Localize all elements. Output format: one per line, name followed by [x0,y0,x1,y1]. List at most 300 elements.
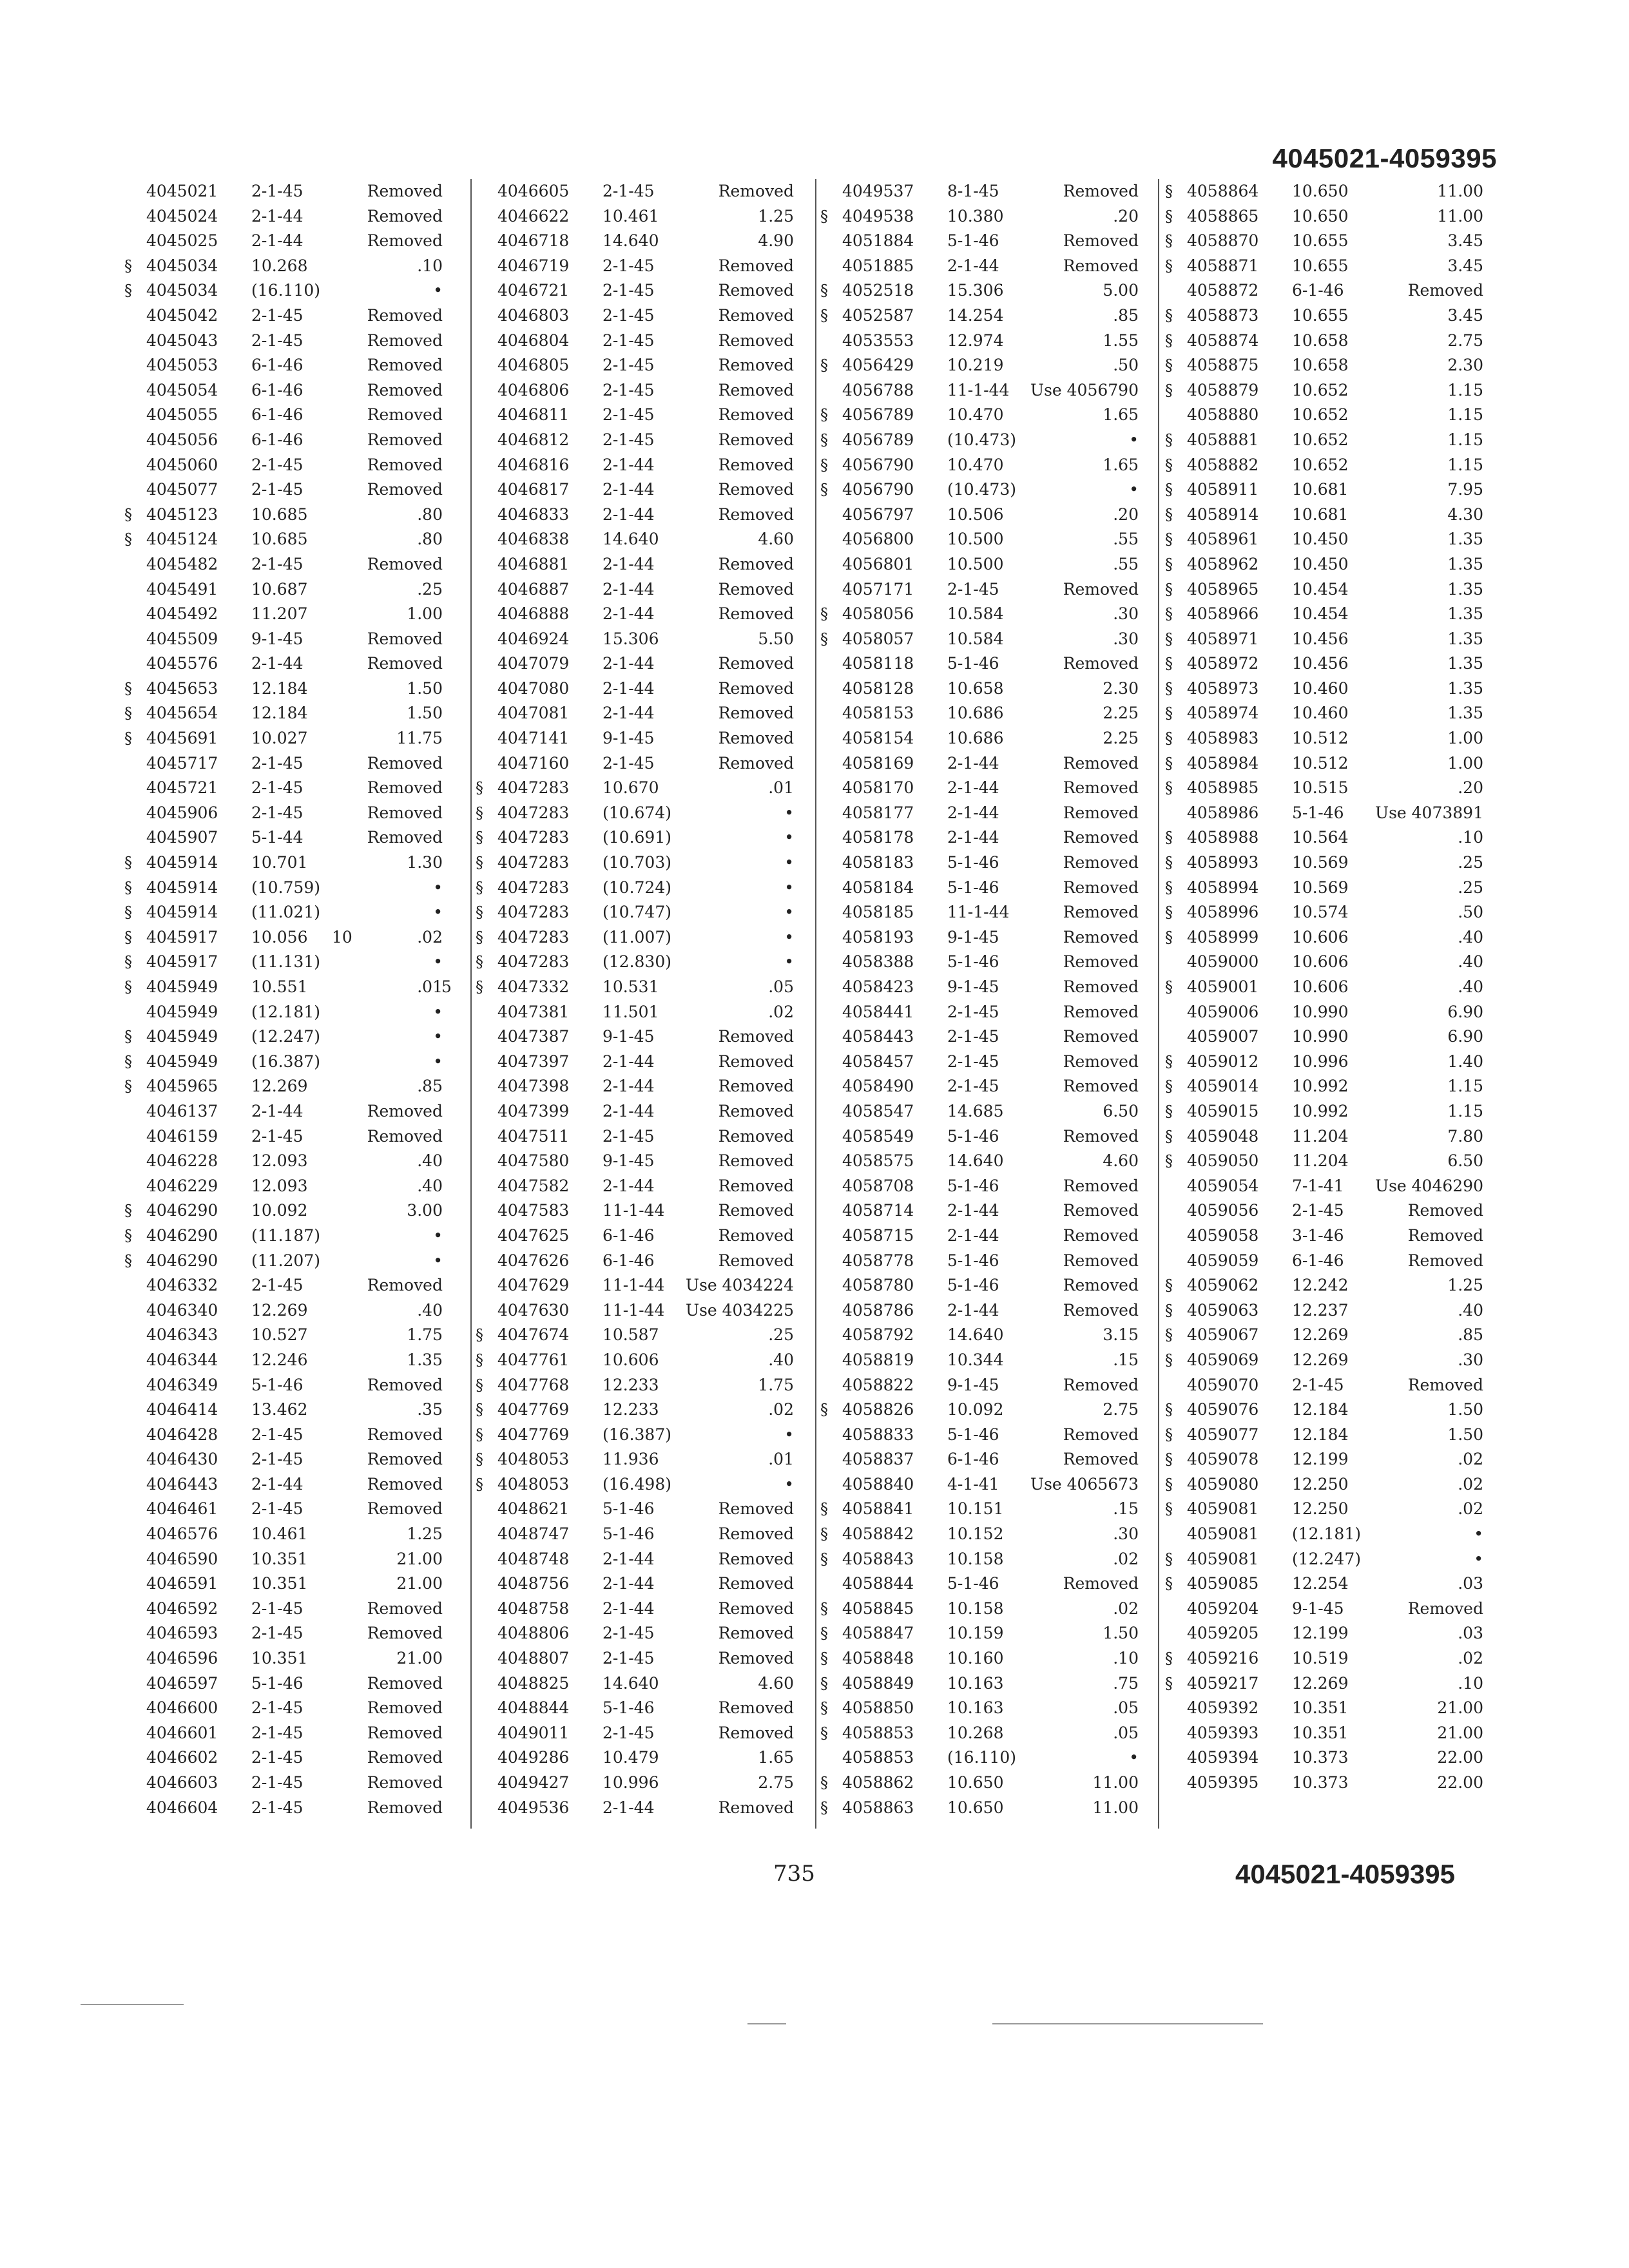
price-value: Removed [718,305,794,325]
price-value: .40 [1458,952,1483,972]
list-item [815,503,1150,528]
part-number: 4059012 [1187,1052,1259,1071]
section-mark: § [820,605,828,624]
price-value: Use 4065673 [1030,1474,1139,1494]
part-number: 4058388 [842,952,914,972]
part-number: 4045949 [146,977,218,996]
part-number: 4048807 [497,1649,570,1668]
page-number: 735 [773,1861,815,1887]
part-number: 4047081 [497,704,570,723]
part-number: 4058850 [842,1698,914,1718]
date-or-reference: 10.650 [1292,182,1349,200]
price-value: 1.35 [1447,554,1483,573]
list-item [119,1074,454,1099]
section-mark: § [124,505,132,524]
list-item [815,1249,1150,1274]
list-item [1160,876,1495,901]
part-number: 4058863 [842,1798,914,1817]
part-number: 4059056 [1187,1201,1259,1220]
date-or-reference: 5-1-46 [1292,803,1344,822]
date-or-reference: 10.992 [1292,1077,1349,1096]
part-number: 4048053 [497,1450,570,1469]
price-value: 1.35 [1447,704,1483,723]
list-item [119,1000,454,1025]
list-item [119,925,454,950]
price-value: Removed [367,1126,443,1146]
price-value: 1.40 [1447,1052,1483,1071]
part-number: 4046340 [146,1300,218,1320]
date-or-reference: 11-1-44 [947,903,1010,922]
scan-artifact-line [81,2004,184,2005]
price-list-columns [119,179,1498,1829]
part-number: 4058864 [1187,182,1259,200]
price-value: 1.35 [1447,579,1483,599]
part-number: 4046602 [146,1748,218,1767]
list-item [119,1571,454,1597]
list-item [470,950,805,975]
price-value: .80 [417,530,443,549]
price-value: .02 [768,1002,794,1021]
list-item [119,950,454,975]
list-item [1160,577,1495,602]
date-or-reference: 9-1-45 [947,1375,999,1394]
list-item [815,1273,1150,1298]
date-or-reference: 10.163 [947,1698,1004,1718]
date-or-reference: 2-1-45 [251,1276,304,1295]
part-number: 4047626 [497,1251,570,1270]
list-item [815,1522,1150,1547]
date-or-reference: (16.110) [251,281,320,300]
price-value: 2.75 [1103,1400,1139,1419]
price-value: Removed [718,480,794,499]
section-mark: § [1165,1052,1173,1071]
section-mark: § [124,282,132,300]
section-mark: § [1165,555,1173,573]
date-or-reference: (16.498) [602,1474,671,1494]
date-or-reference: 10.450 [1292,530,1349,549]
date-or-reference: 2-1-44 [602,604,655,624]
list-item [1160,1696,1495,1721]
list-item [119,428,454,453]
list-item [470,1571,805,1597]
date-or-reference: 2-1-44 [602,579,655,599]
part-number: 4058792 [842,1325,914,1345]
list-item [1160,1373,1495,1398]
part-number: 4056801 [842,554,914,573]
section-mark: § [124,679,132,698]
list-item [815,925,1150,950]
part-number: 4045906 [146,803,218,822]
list-item [470,254,805,279]
price-value: Removed [1407,1201,1483,1220]
date-or-reference: 3-1-46 [1292,1225,1344,1245]
section-mark: § [1165,1575,1173,1593]
part-number: 4046718 [497,231,570,251]
part-number: 4047283 [497,778,570,798]
price-value: • [433,878,443,897]
price-value: 1.55 [1103,331,1139,350]
price-value: Removed [367,356,443,375]
date-or-reference: 10.027 [251,729,308,748]
price-value: .85 [417,1077,443,1096]
part-number: 4058549 [842,1126,914,1146]
list-item [470,1323,805,1348]
price-value: 2.25 [1103,704,1139,723]
price-value: Removed [367,1599,443,1618]
price-value: Removed [718,1151,794,1171]
section-mark: § [1165,754,1173,773]
price-value: Removed [367,554,443,573]
price-value: Removed [718,356,794,375]
part-number: 4047511 [497,1126,570,1146]
date-or-reference: 10.056 [251,927,308,947]
list-item [1160,1050,1495,1075]
list-item [815,303,1150,329]
date-or-reference: 2-1-44 [602,1101,655,1120]
date-or-reference: 10.606 [602,1350,659,1369]
date-or-reference: 2-1-44 [947,256,999,275]
date-or-reference: 2-1-44 [602,1798,655,1817]
date-or-reference: 12.250 [1292,1474,1349,1494]
price-value: Use 4073891 [1375,803,1483,822]
date-or-reference: 5-1-46 [947,231,999,251]
list-item [470,527,805,552]
date-or-reference: 10.512 [1292,753,1349,773]
date-or-reference: 2-1-44 [251,1101,304,1120]
date-or-reference: 12.974 [947,331,1004,350]
part-number: 4052587 [842,305,914,325]
part-number: 4046591 [146,1574,218,1593]
date-or-reference: 10.681 [1292,480,1349,499]
part-number: 4059392 [1187,1698,1259,1718]
date-or-reference: 8-1-45 [947,182,999,200]
date-or-reference: (12.181) [1292,1524,1361,1544]
part-number: 4046590 [146,1549,218,1568]
price-value: Removed [718,405,794,425]
list-item [815,1348,1150,1373]
section-mark: § [820,481,828,499]
date-or-reference: 11.936 [602,1450,659,1469]
date-or-reference: 2-1-44 [602,1599,655,1618]
price-value: 1.75 [758,1375,794,1394]
section-mark: § [1165,1152,1173,1171]
date-or-reference: 2-1-44 [602,1052,655,1071]
list-item [119,1099,454,1124]
price-value: Removed [1063,828,1139,847]
price-value: .30 [1113,604,1139,624]
section-mark: § [476,803,483,822]
date-or-reference: 14.685 [947,1101,1004,1120]
part-number: 4058575 [842,1151,914,1171]
part-number: 4059085 [1187,1574,1259,1593]
list-item [470,876,805,901]
date-or-reference: 2-1-44 [947,778,999,798]
list-item [470,1198,805,1224]
part-number: 4046290 [146,1251,218,1270]
price-value: 1.35 [1447,604,1483,624]
list-item [470,1298,805,1323]
price-value: 1.00 [1447,753,1483,773]
list-item [119,1124,454,1149]
price-value: Removed [718,678,794,698]
list-item [815,651,1150,677]
price-value: 1.50 [1103,1624,1139,1643]
part-number: 4045907 [146,828,218,847]
list-item [1160,776,1495,801]
list-item [119,254,454,279]
date-or-reference: 5-1-46 [947,853,999,872]
section-mark: § [124,530,132,549]
date-or-reference: 2-1-44 [251,654,304,673]
date-or-reference: 9-1-45 [602,1151,655,1171]
price-value: .02 [1458,1450,1483,1469]
part-number: 4058193 [842,927,914,947]
date-or-reference: 2-1-44 [602,704,655,723]
part-number: 4049538 [842,206,914,226]
part-number: 4049011 [497,1723,570,1742]
list-item [1160,677,1495,702]
list-item [815,1771,1150,1796]
part-number: 4058840 [842,1474,914,1494]
date-or-reference: 10.992 [1292,1101,1349,1120]
part-number: 4046804 [497,331,570,350]
date-or-reference: 2-1-45 [251,305,304,325]
price-value: Removed [718,331,794,350]
date-or-reference: 9-1-45 [947,977,999,996]
list-item [119,1671,454,1696]
part-number: 4049427 [497,1773,570,1792]
part-number: 4047283 [497,853,570,872]
price-value: Removed [1407,1225,1483,1245]
part-number: 4046887 [497,579,570,599]
part-number: 4045021 [146,182,218,200]
list-item [119,229,454,254]
price-value: Removed [367,380,443,399]
list-item [815,850,1150,876]
part-number: 4058971 [1187,629,1259,648]
list-item [815,204,1150,229]
price-value: Removed [1063,977,1139,996]
list-item [470,453,805,478]
part-number: 4058874 [1187,331,1259,350]
list-item [1160,701,1495,726]
price-value: .55 [1113,554,1139,573]
date-or-reference: 5-1-46 [251,1375,304,1394]
part-number: 4045914 [146,853,218,872]
part-number: 4049286 [497,1748,570,1767]
list-item [815,1547,1150,1572]
date-or-reference: 14.640 [602,1673,659,1693]
part-number: 4058985 [1187,778,1259,798]
date-or-reference: 10.655 [1292,231,1349,251]
part-number: 4058842 [842,1524,914,1544]
section-mark: § [1165,1450,1173,1469]
list-item [119,627,454,652]
list-item [815,1198,1150,1224]
date-or-reference: (12.830) [602,952,671,972]
date-or-reference: 2-1-45 [251,455,304,474]
price-value: .40 [417,1300,443,1320]
list-item [119,1348,454,1373]
date-or-reference: 9-1-45 [602,1027,655,1046]
date-or-reference: 2-1-44 [602,654,655,673]
list-item [470,1472,805,1497]
part-number: 4048806 [497,1624,570,1643]
part-number: 4047381 [497,1002,570,1021]
part-number: 4046430 [146,1450,218,1469]
list-item [119,1522,454,1547]
list-item [470,1373,805,1398]
list-item [815,900,1150,925]
section-mark: § [476,1401,483,1419]
price-value: 1.00 [407,604,443,624]
price-value: • [784,1425,794,1444]
list-item [1160,1024,1495,1050]
list-item [470,651,805,677]
price-value: Removed [367,430,443,449]
list-item [815,751,1150,776]
list-item [470,1074,805,1099]
price-value: 1.15 [1447,380,1483,399]
date-or-reference: 2-1-44 [947,828,999,847]
date-or-reference: 10.158 [947,1599,1004,1618]
price-value: Removed [367,1474,443,1494]
price-value: Removed [1063,1425,1139,1444]
list-item [1160,403,1495,428]
date-or-reference: 2-1-45 [251,1425,304,1444]
list-item [119,477,454,503]
part-number: 4059014 [1187,1077,1259,1096]
section-mark: § [476,903,483,922]
part-number: 4058547 [842,1101,914,1120]
list-item [1160,1547,1495,1572]
list-item [1160,1198,1495,1224]
part-number: 4046888 [497,604,570,624]
list-item [470,1771,805,1796]
list-item [1160,1671,1495,1696]
list-item [1160,1174,1495,1199]
part-number: 4045034 [146,281,218,300]
date-or-reference: 2-1-45 [251,1748,304,1767]
date-or-reference: (12.247) [1292,1549,1361,1568]
date-or-reference: 2-1-45 [947,1077,999,1096]
part-number: 4047283 [497,803,570,822]
date-or-reference: 10.658 [1292,356,1349,375]
price-value: 11.00 [1437,206,1483,226]
list-item [119,329,454,354]
price-value: Removed [1063,1176,1139,1195]
list-item [815,1472,1150,1497]
price-value: Removed [718,1201,794,1220]
section-mark: § [820,306,828,325]
price-value: Removed [718,430,794,449]
part-number: 4056797 [842,505,914,524]
section-mark: § [820,1774,828,1792]
part-number: 4045034 [146,256,218,275]
list-item [119,1224,454,1249]
date-or-reference: 2-1-44 [602,1176,655,1195]
list-item [1160,1522,1495,1547]
list-item [119,900,454,925]
list-item [470,1497,805,1522]
list-item [470,503,805,528]
price-value: Removed [718,380,794,399]
part-number: 4045025 [146,231,218,251]
list-item [119,1771,454,1796]
date-or-reference: 10.606 [1292,977,1349,996]
price-value: Removed [718,1524,794,1544]
part-number: 4058423 [842,977,914,996]
part-number: 4059058 [1187,1225,1259,1245]
part-number: 4045043 [146,331,218,350]
list-item [1160,1099,1495,1124]
price-value: Removed [718,1599,794,1618]
date-or-reference: 10.152 [947,1524,1004,1544]
date-or-reference: 10.569 [1292,878,1349,897]
list-item [470,1646,805,1671]
list-item [119,1621,454,1646]
list-item [1160,925,1495,950]
list-item [470,378,805,403]
date-or-reference: 4-1-41 [947,1474,999,1494]
part-number: 4047387 [497,1027,570,1046]
date-or-reference: 2-1-45 [251,753,304,773]
part-number: 4058853 [842,1723,914,1742]
list-item [815,1696,1150,1721]
part-number: 4048756 [497,1574,570,1593]
date-or-reference: 10.650 [947,1773,1004,1792]
section-mark: § [1165,505,1173,524]
section-mark: § [820,1550,828,1568]
part-number: 4047583 [497,1201,570,1220]
date-or-reference: 10.351 [251,1549,308,1568]
list-item [470,1249,805,1274]
price-value: Removed [718,1027,794,1046]
price-value: 4.60 [758,1673,794,1693]
part-number: 4051885 [842,256,914,275]
list-item [119,552,454,577]
list-item [119,726,454,751]
part-number: 4057171 [842,579,914,599]
section-mark: § [820,1624,828,1643]
list-item [119,776,454,801]
price-value: Removed [367,1698,443,1718]
part-number: 4045492 [146,604,218,624]
part-number: 4058128 [842,678,914,698]
list-item [119,801,454,826]
part-number: 4058849 [842,1673,914,1693]
part-number: 4058780 [842,1276,914,1295]
price-value: .10 [1458,828,1483,847]
part-number: 4056790 [842,480,914,499]
section-mark: § [1165,1326,1173,1345]
date-or-reference: (11.131) [251,952,320,972]
list-item [470,1547,805,1572]
part-number: 4058872 [1187,281,1259,300]
price-value: Removed [367,1798,443,1817]
part-number: 4047080 [497,678,570,698]
list-item [815,527,1150,552]
price-value: Removed [1063,1201,1139,1220]
price-value: 1.15 [1447,1101,1483,1120]
price-value: Removed [718,1225,794,1245]
date-or-reference: 5-1-44 [251,828,304,847]
date-or-reference: 10.470 [947,455,1004,474]
part-number: 4059216 [1187,1649,1259,1668]
date-or-reference: (12.181) [251,1002,320,1021]
list-item [1160,1621,1495,1646]
list-item [815,229,1150,254]
